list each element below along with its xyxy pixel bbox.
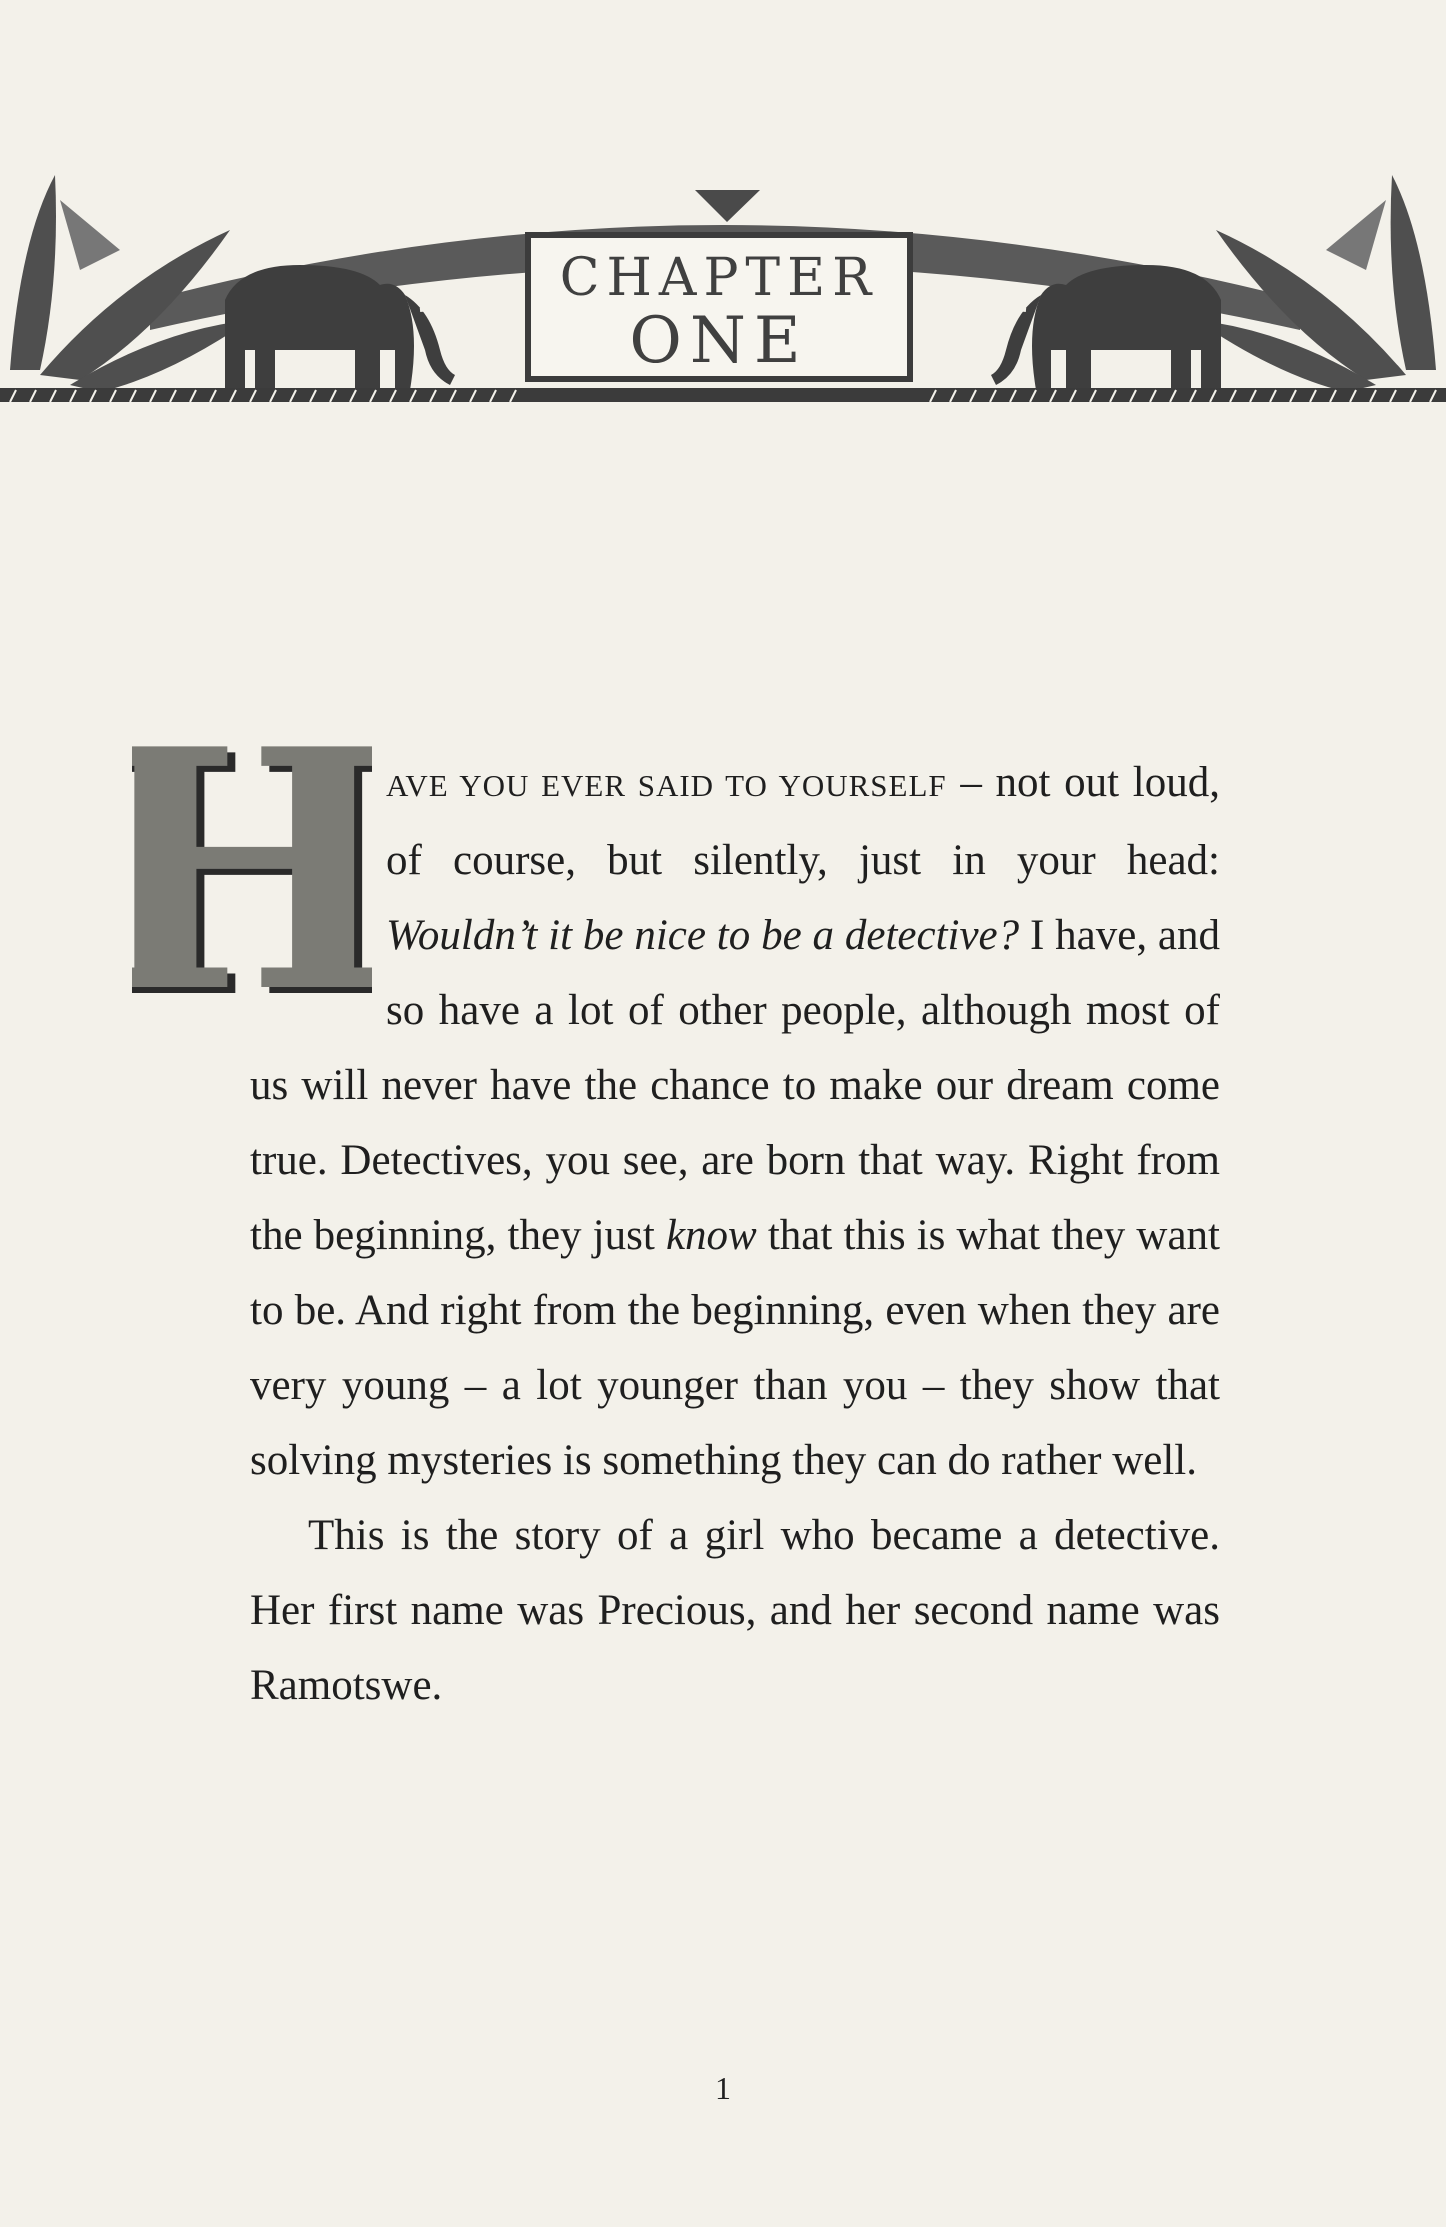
drop-cap (132, 731, 372, 1021)
elephant-left-icon (225, 265, 500, 390)
p1-italic-question: Wouldn’t it be nice to be a detective? (386, 912, 1020, 959)
paragraph-1 (132, 731, 1221, 1498)
chapter-body (132, 731, 1221, 1723)
opening-smallcaps: AVE YOU EVER SAID TO YOURSELF (386, 768, 947, 803)
triangle-ornament-left (640, 190, 680, 215)
p1-italic-know: know (665, 1212, 757, 1259)
paragraph-2: This is the story of a girl who became a detective. Her first name was Precious, and her second name was Ramotswe. (250, 1512, 1220, 1709)
chapter-heading-box (525, 232, 913, 382)
drop-cap-h-icon (132, 731, 372, 1021)
svg-text:H: H (132, 731, 372, 1021)
elephant-right-icon (946, 265, 1221, 390)
p1-text-a: – not out loud, of course, but silently, just in your head: (386, 759, 1220, 884)
left-leaves-icon (10, 175, 250, 392)
p1-text-c: that this is what they want to be. And right from the beginning, even when they are very young – a lot younger than you – they show that solving mysteries is something they can do rather well. (250, 1212, 1221, 1484)
drop-cap-letter: H (132, 731, 372, 1021)
triangle-ornament-right (770, 190, 810, 215)
triangle-ornament (695, 190, 760, 222)
p1-text-b: I have, and so have a lot of other people, although most of us will never have the chance to make our dream come true. Detectives, you see, are born that way. Right from the beginning, they just (250, 912, 1221, 1259)
chapter-number: ONE (629, 304, 809, 378)
page-number: 1 (715, 2070, 731, 2106)
chapter-label: CHAPTER (559, 248, 879, 308)
grass-strip (0, 388, 1446, 402)
